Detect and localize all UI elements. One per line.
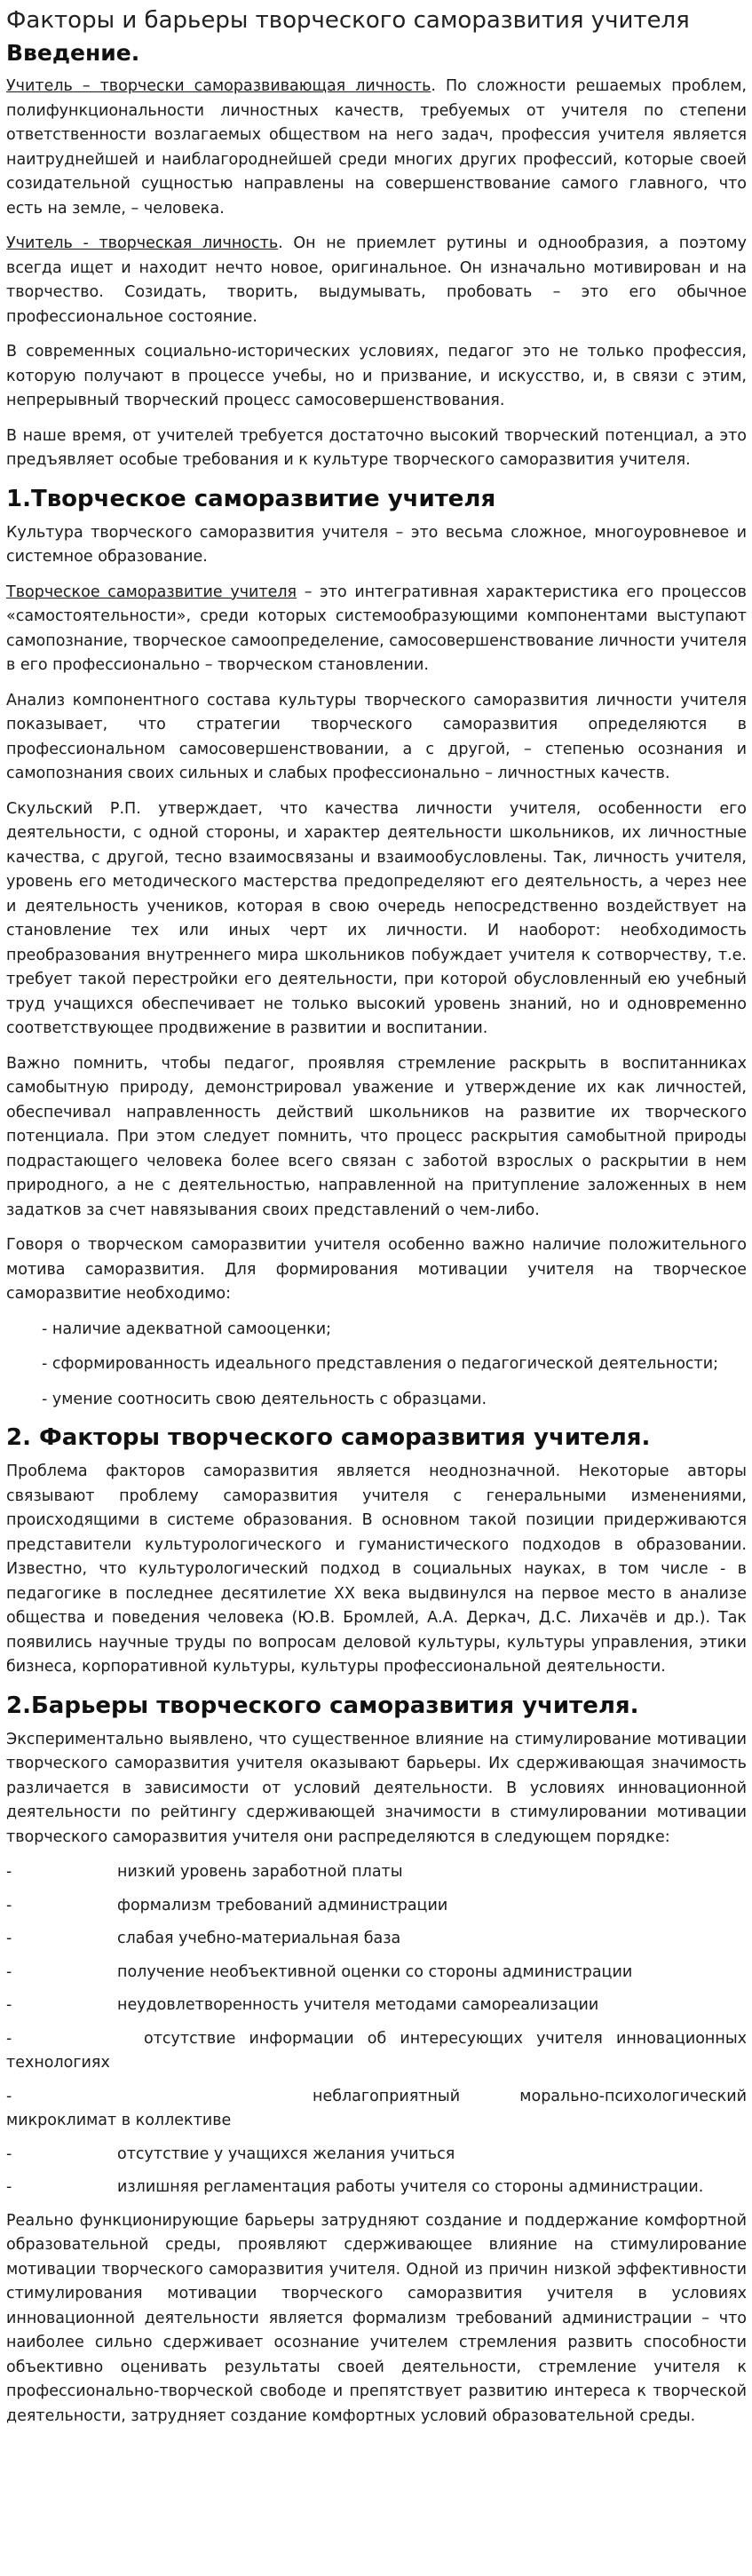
list-item <box>6 2085 747 2134</box>
list-item <box>6 1961 747 1986</box>
list-item <box>6 2176 747 2200</box>
section-3-heading: 2.Барьеры творческого саморазвития учителя. <box>6 1692 639 1719</box>
list-item: - сформированность идеального представления о педагогической деятельности; <box>42 1355 718 1373</box>
intro-p2-rest: . Он не приемлет рутины и однообразия, а поэтому всегда ищет и находит нечто новое, оригинальное. Он изначально мотивирован и на творчество. Созидать, творить, выдумывать, пробовать – это его обычное профессиональное состояние. <box>6 234 747 326</box>
barrier-text: неблагоприятный морально-психологический микроклимат в коллективе <box>6 2087 747 2129</box>
list-item <box>6 2027 747 2076</box>
intro-paragraph-4: В наше время, от учителей требуется достаточно высокий творческий потенциал, а это предъявляет особые требования и к культуре творческого саморазвития учителя. <box>6 426 747 469</box>
list-item <box>6 1860 747 1885</box>
list-dash: - <box>6 2144 12 2163</box>
document-title: Факторы и барьеры творческого саморазвития учителя <box>6 7 690 34</box>
barriers-list <box>6 1860 747 2200</box>
list-dash: - <box>6 1996 12 2014</box>
section-3-paragraph-2: Реально функционирующие барьеры затрудняют создание и поддержание комфортной образовательной среды, проявляют сдерживающее влияние на стимулирование мотивации творческого саморазвития учителя. Одной из причин низкой эффективности стимулирования мотивации творческого саморазвития учителя в условиях инновационной деятельности является формализм требований администрации – что наиболее сильно сдерживает осознание учителем стремления развить способности объективно оценивать результаты своей деятельности, стремление учителя к профессионально-творческой свободе и препятствует развитию интереса к творческой деятельности, затрудняет создание комфортных условий образовательной среды. <box>6 2211 747 2425</box>
list-dash: - <box>6 1930 12 1947</box>
list-dash: - <box>6 1863 12 1881</box>
barrier-text: отсутствие информации об интересующих учителя инновационных технологиях <box>6 2029 747 2072</box>
intro-p2-lead: Учитель - творческая личность <box>6 234 279 252</box>
list-item <box>6 1894 747 1919</box>
intro-heading: Введение. <box>6 40 140 66</box>
section-1-heading: 1.Творческое саморазвитие учителя <box>6 485 496 512</box>
barrier-text: неудовлетворенность учителя методами самореализации <box>117 1996 599 2014</box>
section-1-paragraph-6: Говоря о творческом саморазвитии учителя особенно важно наличие положительного мотива саморазвития. Для формирования мотивации учителя на творческое саморазвитие необходимо: <box>6 1236 747 1303</box>
intro-paragraph-1 <box>6 75 747 221</box>
list-item: - умение соотносить свою деятельность с образцами. <box>42 1390 487 1408</box>
list-dash: - <box>6 1896 12 1914</box>
section-1-paragraph-5: Важно помнить, чтобы педагог, проявляя стремление раскрыть в воспитанниках самобытную природу, демонстрировал уважение и утверждение их как личностей, обеспечивал направленность действий школьников на развитие их творческого потенциала. При этом следует помнить, что процесс раскрытия самобытной природы подрастающего человека более всего связан с заботой взрослых о раскрытии в нем природного, а не с деятельностью, направленной на притупление заложенных в нем задатков за счет навязывания своих представлений о чем-либо. <box>6 1054 747 1219</box>
barrier-text: отсутствие у учащихся желания учиться <box>117 2144 455 2163</box>
barrier-text: формализм требований администрации <box>117 1896 448 1914</box>
barrier-text: излишняя регламентация работы учителя со стороны администрации. <box>117 2178 704 2196</box>
section-3-paragraph-1: Экспериментально выявлено, что существенное влияние на стимулирование мотивации творческого саморазвития учителя оказывают барьеры. Их сдерживающая значимость различается в зависимости от условий деятельности. В условиях инновационной деятельности по рейтингу сдерживающей значимости в стимулировании мотивации творческого саморазвития учителя они распределяются в следующем порядке: <box>6 1730 747 1846</box>
section-1-paragraph-3: Анализ компонентного состава культуры творческого саморазвития личности учителя показывает, что стратегии творческого саморазвития определяются в профессиональном самосовершенствовании, а с другой, – степенью осознания и самопознания своих сильных и слабых профессионально – личностных качеств. <box>6 691 747 782</box>
intro-paragraph-2 <box>6 232 747 329</box>
intro-p1-rest: . По сложности решаемых проблем, полифункциональности личностных качеств, требуемых от учителя по степени ответственности возлагаемых обществом на него задач, профессия учителя является наитруднейшей и наиблагороднейшей среди многих других профессий, которые своей созидательной сущностью направлены на совершенствование самого главного, что есть на земле, – человека. <box>6 77 747 218</box>
section-1-paragraph-1: Культура творческого саморазвития учителя – это весьма сложное, многоуровневое и системное образование. <box>6 523 747 566</box>
intro-p1-lead: Учитель – творчески саморазвивающая личность <box>6 77 431 95</box>
section-1-paragraph-4: Скульский Р.П. утверждает, что качества личности учителя, особенности его деятельности, с одной стороны, и характер деятельности школьников, их личностные качества, с другой, тесно взаимосвязаны и взаимообусловлены. Так, личность учителя, уровень его методического мастерства предопределяют его деятельность, а через нее и деятельность учеников, которая в свою очередь непосредственно воздействует на становление тех или иных черт их личности. И наоборот: необходимость преобразования внутреннего мира школьников побуждает учителя к сотворчеству, т.е. требует такой перестройки его деятельности, при которой обусловленный ею учебный труд учащихся обеспечивает не только высокий уровень знаний, но и одновременно соответствующее продвижение в развитии и воспитании. <box>6 799 747 1037</box>
list-item <box>6 2143 747 2168</box>
intro-paragraph-3: В современных социально-исторических условиях, педагог это не только профессия, которую получают в процессе учебы, но и призвание, и искусство, и, в связи с этим, непрерывный творческий процесс самосовершенствования. <box>6 343 747 409</box>
motivation-list <box>6 1318 747 1413</box>
section-1-paragraph-2 <box>6 581 747 678</box>
list-dash: - <box>6 1962 12 1981</box>
list-item: - наличие адекватной самооценки; <box>42 1320 332 1338</box>
section-1-p2-rest: – это интегративная характеристика его процессов «самостоятельности», среди которых системообразующими компонентами выступают самопознание, творческое самоопределение, самосовершенствование личности учителя в его профессионально – творческом становлении. <box>6 583 747 674</box>
barrier-text: слабая учебно-материальная база <box>117 1930 401 1947</box>
list-item <box>6 1993 747 2018</box>
list-dash: - <box>6 2178 12 2196</box>
section-1-p2-lead: Творческое саморазвитие учителя <box>6 583 297 601</box>
list-dash: - <box>6 2029 12 2048</box>
section-2-paragraph-1: Проблема факторов саморазвития является неоднозначной. Некоторые авторы связывают проблему саморазвития учителя с генеральными изменениями, происходящими в системе образования. В основном такой позиции придерживаются представители культурологического и гуманистического подходов в образовании. Известно, что культурологический подход в социальных науках, в том числе - в педагогике в последнее десятилетие XX века выдвинулся на первое место в анализе общества и поведения человека (Ю.В. Бромлей, А.А. Деркач, Д.С. Лихачёв и др.). Так появились научные труды по вопросам деловой культуры, культуры управления, этики бизнеса, корпоративной культуры, культуры профессиональной деятельности. <box>6 1462 747 1676</box>
list-item <box>6 1927 747 1952</box>
barrier-text: получение необъективной оценки со стороны администрации <box>117 1962 633 1981</box>
section-2-heading: 2. Факторы творческого саморазвития учителя. <box>6 1424 651 1451</box>
list-dash: - <box>6 2087 12 2105</box>
barrier-text: низкий уровень заработной платы <box>117 1863 403 1881</box>
